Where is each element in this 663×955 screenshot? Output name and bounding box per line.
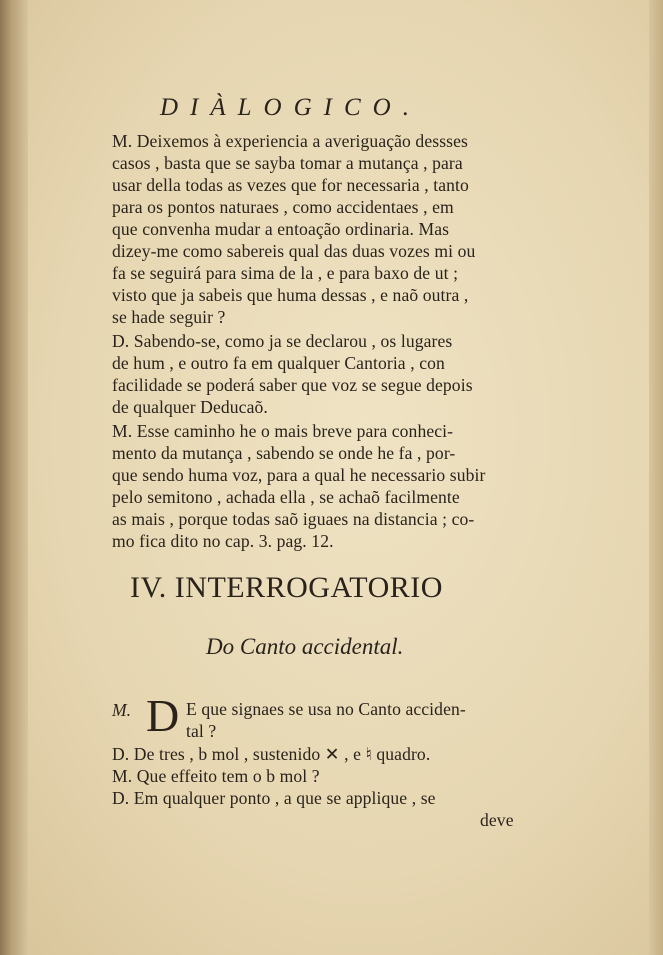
text-line: M. Deixemos à experiencia a averiguação dessses bbox=[112, 131, 468, 151]
text-line: mento da mutança , sabendo se onde he fa , por- bbox=[112, 443, 456, 463]
text-line: visto que ja sabeis que huma dessas , e naõ outra , bbox=[112, 285, 469, 305]
text-line: D. De tres , b mol , sustenido ✕ , e ♮ quadro. bbox=[112, 744, 431, 764]
text-line: para os pontos naturaes , como accidentaes , em bbox=[112, 197, 454, 217]
text-line: D. Em qualquer ponto , a que se applique , se bbox=[112, 788, 436, 808]
text-line: mo fica dito no cap. 3. pag. 12. bbox=[112, 531, 334, 551]
text-line: facilidade se poderá saber que voz se segue depois bbox=[112, 375, 473, 395]
text-line: M. Esse caminho he o mais breve para conheci- bbox=[112, 421, 454, 441]
chapter-heading: IV. INTERROGATORIO bbox=[130, 571, 443, 604]
text-line: fa se seguirá para sima de la , e para baxo de ut ; bbox=[112, 263, 459, 283]
text-line: pelo semitono , achada ella , se achaõ facilmente bbox=[112, 487, 460, 507]
text-line: E que signaes se usa no Canto acciden- bbox=[186, 699, 466, 719]
text-line: de hum , e outro fa em qualquer Cantoria , con bbox=[112, 353, 445, 373]
text-line: de qualquer Deducaõ. bbox=[112, 397, 268, 417]
text-line: casos , basta que se sayba tomar a mutança , para bbox=[112, 153, 463, 173]
text-line: que sendo huma voz, para a qual he necessario subir bbox=[112, 465, 486, 485]
page-gutter bbox=[0, 0, 28, 955]
text-line: as mais , porque todas saõ iguaes na distancia ; co- bbox=[112, 509, 475, 529]
speaker-label: M. bbox=[112, 700, 132, 720]
chapter-subheading: Do Canto accidental. bbox=[206, 634, 404, 659]
running-head: DIÀLOGICO. bbox=[160, 94, 421, 121]
page-edge bbox=[649, 0, 663, 955]
catchword: deve bbox=[480, 810, 514, 830]
text-line: dizey-me como sabereis qual das duas vozes mi ou bbox=[112, 241, 476, 261]
text-line: usar della todas as vezes que for necessaria , tanto bbox=[112, 175, 469, 195]
text-line: se hade seguir ? bbox=[112, 307, 226, 327]
text-line: que convenha mudar a entoação ordinaria. Mas bbox=[112, 219, 450, 239]
text-line: tal ? bbox=[186, 721, 217, 741]
drop-cap: D bbox=[146, 690, 180, 741]
text-line: D. Sabendo-se, como ja se declarou , os lugares bbox=[112, 331, 453, 351]
text-line: M. Que effeito tem o b mol ? bbox=[112, 766, 320, 786]
